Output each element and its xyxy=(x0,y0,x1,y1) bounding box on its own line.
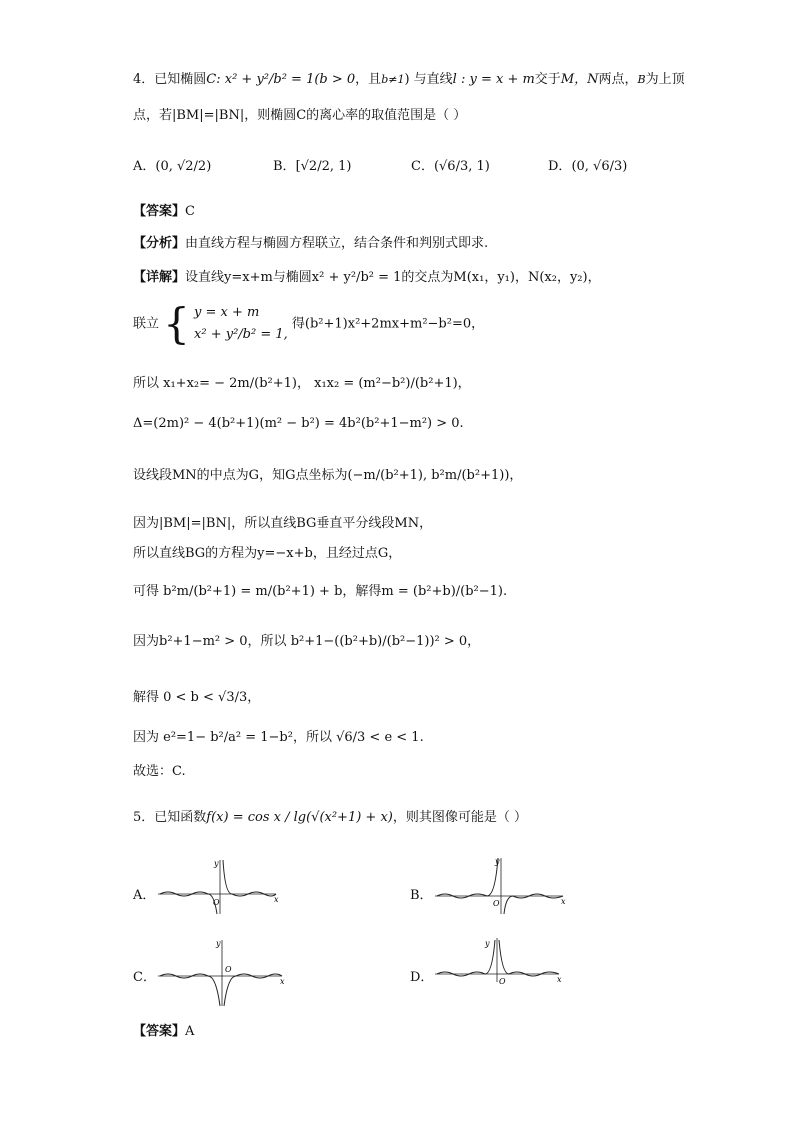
q5-option-a-label: A． xyxy=(133,888,156,903)
q4-eccentricity: 因为 e²=1− b²/a² = 1−b²，所以 √6/3 < e < 1. xyxy=(133,730,424,745)
q4-midpoint: 设线段MN的中点为G，知G点坐标为(−m/(b²+1), b²m/(b²+1))， xyxy=(133,468,523,483)
q4-perpendicular: 因为|BM|=|BN|，所以直线BG垂直平分线段MN， xyxy=(133,516,433,531)
ellipse-equation: C: x² + y²/b² = 1(b > 0 xyxy=(206,72,356,87)
q4-system: 联立 { y = x + m x² + y²/b² = 1, 得(b²+1)x²+2mx+m²−b²=0， xyxy=(133,299,485,348)
q4-discriminant: Δ=(2m)² − 4(b²+1)(m² − b²) = 4b²(b²+1−m²) > 0. xyxy=(133,416,464,431)
q4-solve-b: 解得 0 < b < √3/3， xyxy=(133,690,261,705)
line-equation: l : y = x + m xyxy=(452,72,535,87)
svg-text:y: y xyxy=(485,939,490,948)
q5-stem: 5．已知函数f(x) = cos x / lg(√(x²+1) + x)，则其图像可能是（ ） xyxy=(133,810,527,825)
q4-stem-line1: 4．已知椭圆C: x² + y²/b² = 1(b > 0，且b≠1) 与直线l : y = x + m交于M，N两点，B为上顶 xyxy=(133,72,685,87)
x-axis-label: x xyxy=(274,895,279,904)
origin-label: O xyxy=(213,898,220,907)
q4-option-a: A．(0, √2/2) xyxy=(133,159,212,174)
svg-text:O: O xyxy=(499,977,506,986)
q4-bg-equation: 所以直线BG的方程为y=−x+b，且经过点G， xyxy=(133,546,402,561)
q5-answer: 【答案】A xyxy=(133,1024,195,1039)
q5-option-b-label: B． xyxy=(410,888,433,903)
q4-solve-m: 可得 b²m/(b²+1) = m/(b²+1) + b，解得m = (b²+b)/(b²−1). xyxy=(133,584,508,599)
q5-graph-a xyxy=(158,856,283,916)
q5-graph-c xyxy=(158,938,288,1008)
function-expression: f(x) = cos x / lg(√(x²+1) + x) xyxy=(206,810,393,825)
q4-stem-line2: 点，若|BM|=|BN|，则椭圆C的离心率的取值范围是（ ） xyxy=(133,108,467,123)
q4-answer: 【答案】C xyxy=(133,204,195,219)
q4-inequality: 因为b²+1−m² > 0，所以 b²+1−((b²+b)/(b²−1))² > 0， xyxy=(133,634,481,649)
y-axis-label: y xyxy=(214,859,219,868)
svg-text:O: O xyxy=(225,965,232,974)
svg-text:y: y xyxy=(216,939,221,948)
svg-text:x: x xyxy=(561,897,566,906)
left-brace: { xyxy=(163,299,190,348)
q5-option-c-label: C． xyxy=(133,970,156,985)
q4-option-c: C．(√6/3, 1) xyxy=(411,159,490,174)
q4-option-d: D．(0, √6/3) xyxy=(548,159,628,174)
q4-choose: 故选：C. xyxy=(133,764,186,779)
svg-text:x: x xyxy=(280,977,285,986)
q4-option-b: B．[√2/2, 1) xyxy=(273,159,352,174)
q4-vieta: 所以 x₁+x₂= − 2m/(b²+1)， x₁x₂ = (m²−b²)/(b²+1)， xyxy=(133,376,471,391)
q4-analysis: 【分析】由直线方程与椭圆方程联立，结合条件和判别式即求. xyxy=(133,236,489,251)
svg-text:y: y xyxy=(495,857,500,866)
q4-detail-1: 【详解】设直线y=x+m与椭圆x² + y²/b² = 1的交点为M(x₁，y₁)，N(x₂，y₂)， xyxy=(133,270,601,285)
q5-option-d-label: D． xyxy=(410,970,434,985)
svg-text:x: x xyxy=(557,975,562,984)
svg-text:O: O xyxy=(493,899,500,908)
q5-graph-b xyxy=(435,856,570,916)
q5-graph-d xyxy=(435,934,565,994)
